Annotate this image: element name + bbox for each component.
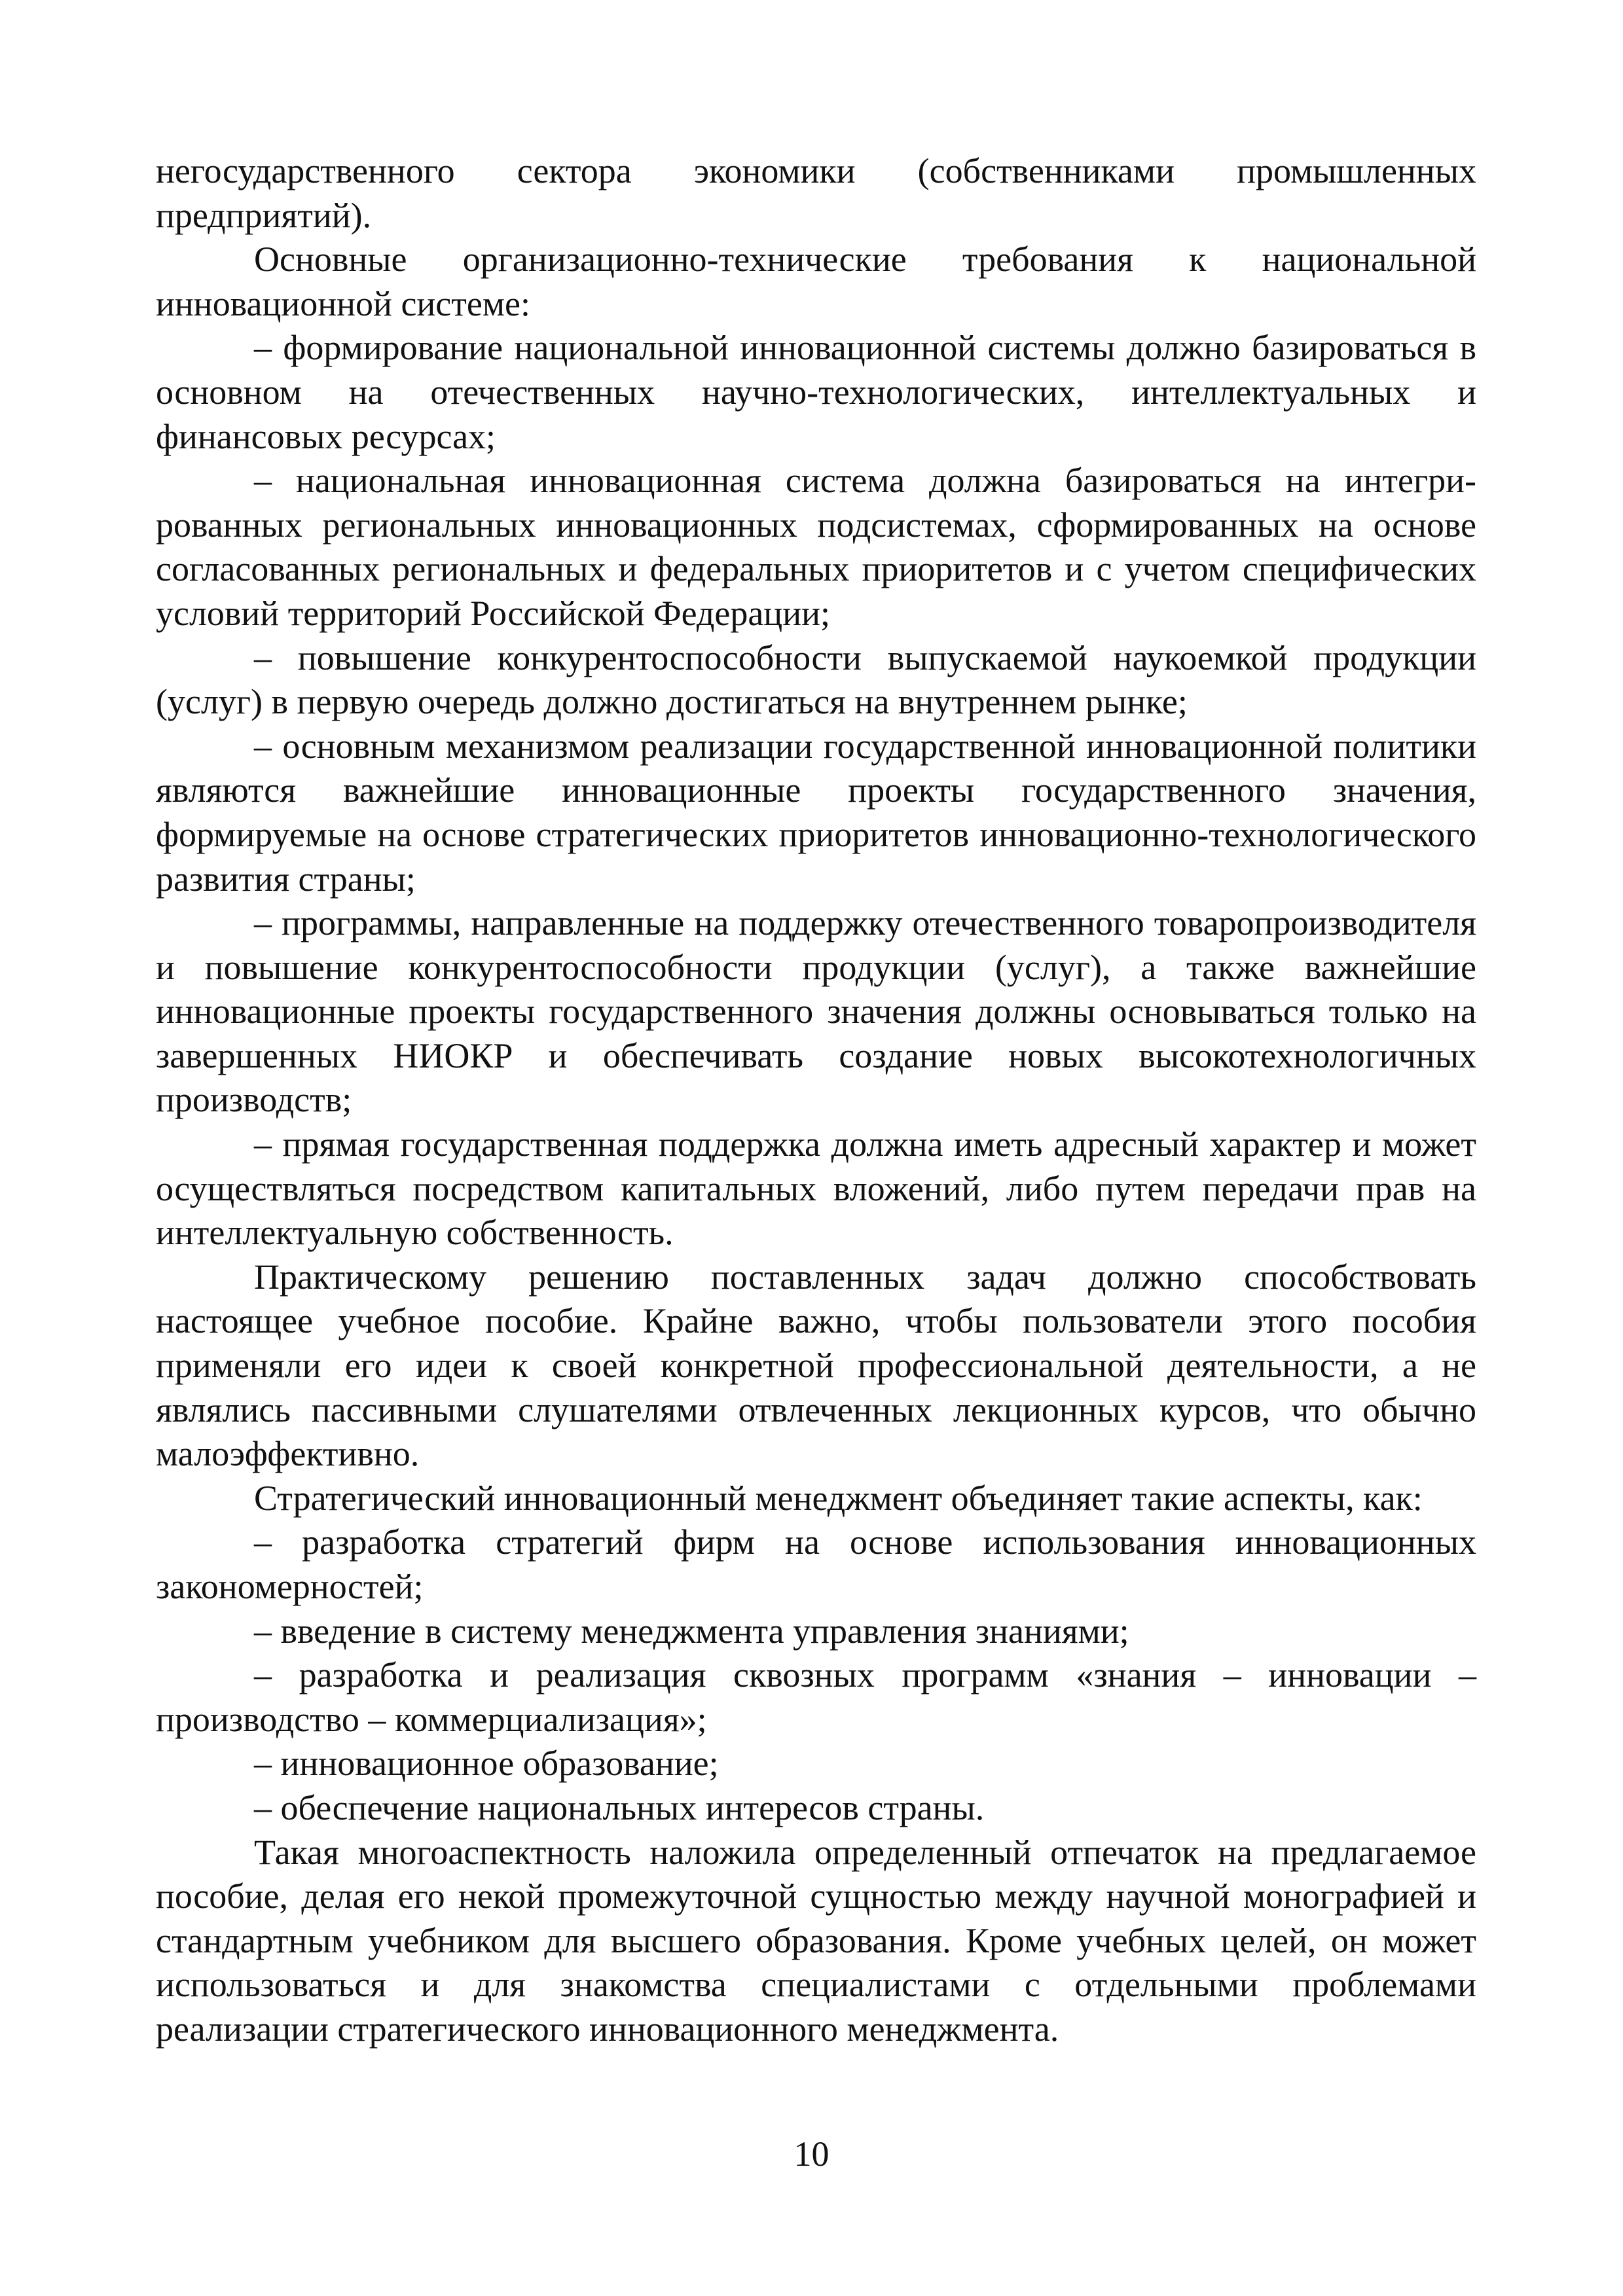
list-item-knowledge-management: – введение в систему менеджмента управления знаниями; — [254, 1611, 1129, 1651]
page-number: 10 — [793, 2134, 830, 2174]
paragraph-conclusion: Такая многоаспектность наложила определенный отпечаток на предлагаемое пособие, делая его некой промежуточной сущностью между научной монографией и стандартным учебником для высшего образования. Кроме учебных целей, он может использоваться и для знакомства специалистами с отдельными проблемами реализации стратегического инновационного менеджмента. — [156, 1832, 1476, 2049]
list-item-firm-strategies: – разработка стратегий фирм на основе использования инновационных закономерностей; — [156, 1522, 1476, 1606]
list-item-state-support: – прямая государственная поддержка должна иметь адресный характер и может осуществляться посредством капитальных вложений, либо путем передачи прав на интеллектуальную собственность. — [156, 1124, 1476, 1253]
list-item-national-interests: – обеспечение национальных интересов страны. — [254, 1787, 985, 1827]
paragraph-requirements-intro: Основные организационно-технические требования к национальной инновационной системе: — [156, 240, 1476, 323]
paragraph-strategic-management: Стратегический инновационный менеджмент объединяет такие аспекты, как: — [254, 1478, 1423, 1518]
paragraph-continuation: негосударственного сектора экономики (собственниками промышленных предприятий). — [156, 151, 1476, 235]
list-item-competitiveness: – повышение конкурентоспособности выпускаемой наукоемкой продукции (услуг) в первую очередь должно достигаться на внутреннем рынке; — [156, 637, 1476, 722]
list-item-programs: – программы, направленные на поддержку отечественного товаропроизводителя и повышение конкурентоспособности продукции (услуг), а также важнейшие инновационные проекты государственного значения должны основываться только на завершенных НИОКР и обеспечивать создание новых высокотехнологичных производств; — [156, 903, 1476, 1120]
list-item-domestic-resources: – формирование национальной инновационной системы должно базироваться в основном на отечественных научно-технологических, интеллектуальных и финансовых ресурсах; — [156, 328, 1476, 456]
list-item-regional-subsystems: – национальная инновационная система должна базироваться на интегрированных региональных инновационных подсистемах, сформированных на основе согласованных региональных и федеральных приоритетов и с учетом специфических условий территорий Российской Федерации; — [156, 461, 1476, 633]
list-item-innovation-policy: – основным механизмом реализации государственной инновационной политики являются важнейшие инновационные проекты государственного значения, формируемые на основе стратегических приоритетов инновационно-технологического развития страны; — [156, 726, 1476, 899]
document-body — [156, 149, 1476, 2052]
list-item-end-to-end-programs: – разработка и реализация сквозных программ «знания – инновации – производство – коммерциализация»; — [156, 1655, 1476, 1739]
paragraph-textbook-purpose: Практическому решению поставленных задач должно способствовать настоящее учебное пособие. Крайне важно, чтобы пользователи этого пособия применяли его идеи к своей конкретной профессиональной деятельности, а не являлись пассивными слушателями отвлеченных лекционных курсов, что обычно малоэффективно. — [156, 1257, 1476, 1474]
list-item-innovation-education: – инновационное образование; — [254, 1744, 719, 1784]
